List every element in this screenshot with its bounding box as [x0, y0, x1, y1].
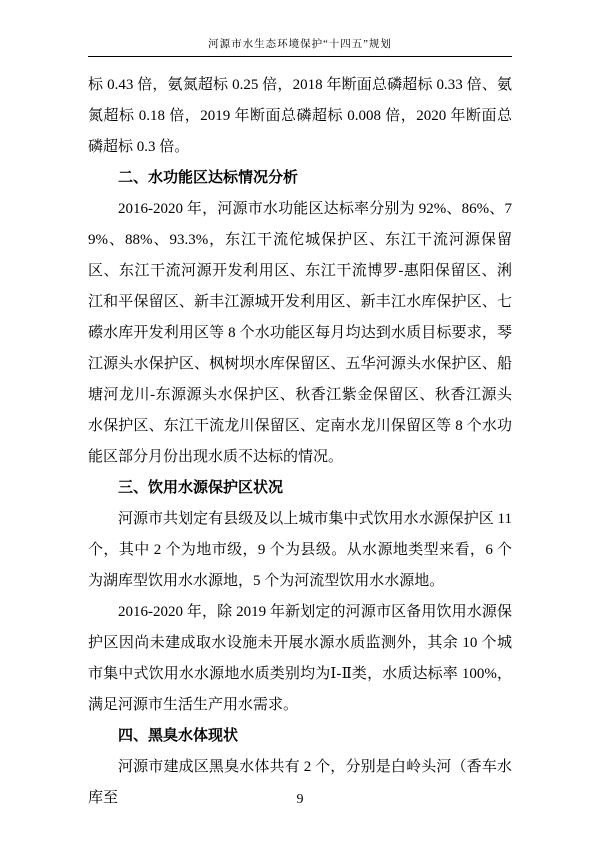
paragraph-water-function-zones: 2016-2020 年，河源市水功能区达标率分别为 92%、86%、79%、88%、93.3%，东江干流佗城保护区、东江干流河源保留区、东江干流河源开发利用区、东江干流博罗-惠阳保留区、浰江和平保留区、新丰江源城开发利用区、新丰江水库保护区、七礤水库开发利用区等 8 个水功能区每月均达到水质目标要求，琴江源头水保护区、枫树坝水库保留区、五华河源头水保护区、船塘河龙川-东源源头水保护区、秋香江紫金保留区、秋香江源头水保护区、东江干流龙川保留区、定南水龙川保留区等 8 个水功能区部分月份出现水质不达标的情况。	[88, 201, 512, 465]
paragraph-black-odor-water: 河源市建成区黑臭水体共有 2 个，分别是白岭头河（香车水库至	[88, 759, 512, 806]
heading-water-function-zones: 二、水功能区达标情况分析	[118, 170, 299, 186]
paragraph-drinking-water-source-1: 河源市共划定有县级及以上城市集中式饮用水水源保护区 11 个，其中 2 个为地市级，9 个为县级。从水源地类型来看，6 个为湖库型饮用水水源地，5 个为河流型饮用水水源地。	[88, 511, 512, 589]
paragraph-drinking-water-source-2: 2016-2020 年，除 2019 年新划定的河源市区备用饮用水源保护区因尚未建成取水设施未开展水源水质监测外，其余 10 个城市集中式饮用水水源地水质类别均为Ⅰ-Ⅱ类，水质达标率 100%，满足河源市生活生产用水需求。	[88, 604, 512, 713]
page-number: 9	[296, 792, 304, 807]
page-header-title: 河源市水生态环境保护“十四五”规划	[88, 36, 512, 57]
heading-black-odor-water: 四、黑臭水体现状	[118, 728, 239, 744]
heading-drinking-water-source: 三、饮用水源保护区状况	[118, 480, 284, 496]
paragraph-overflow: 标 0.43 倍，氨氮超标 0.25 倍，2018 年断面总磷超标 0.33 倍、氨氮超标 0.18 倍，2019 年断面总磷超标 0.008 倍，2020 年断面总磷超标 0.3 倍。	[88, 77, 512, 155]
document-body	[88, 70, 512, 814]
